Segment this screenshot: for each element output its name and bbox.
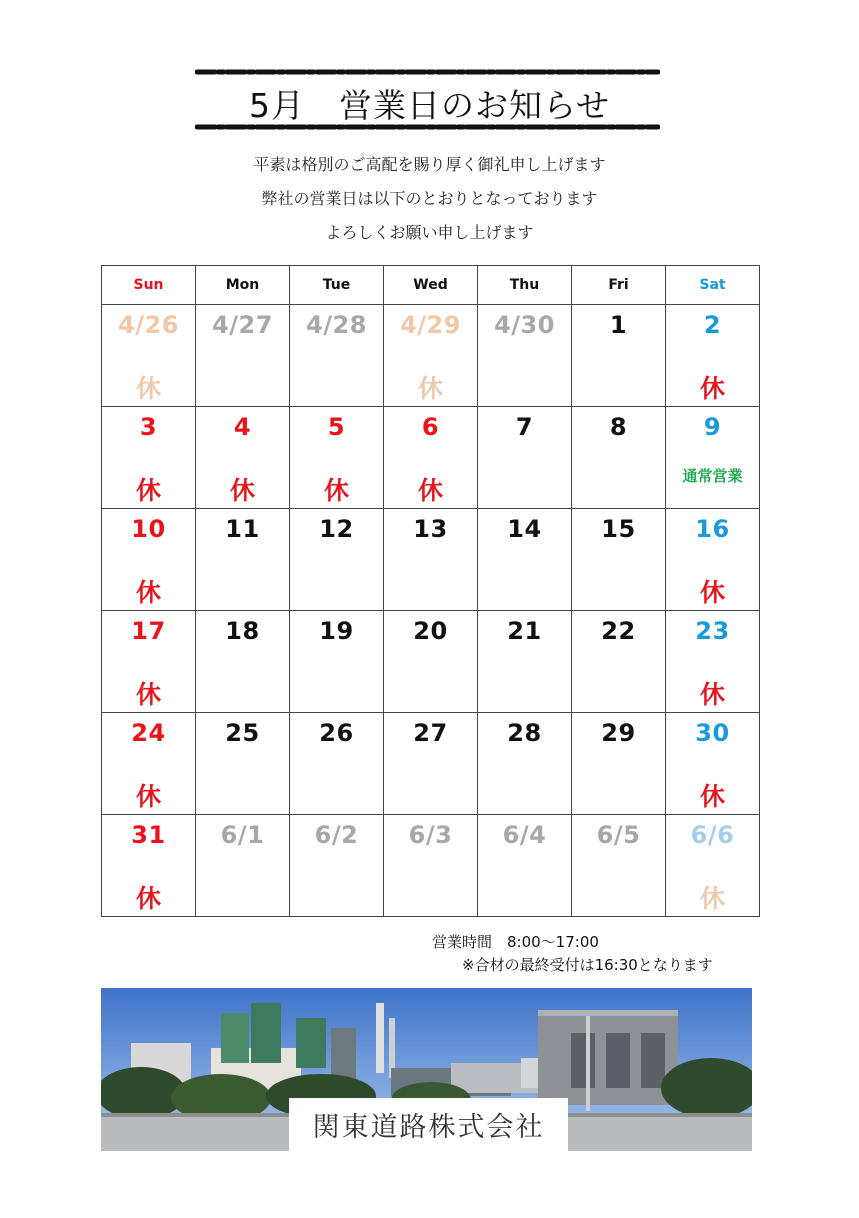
calendar-day-cell [384,713,478,815]
day-number: 27 [413,719,448,747]
calendar-week-row [102,305,760,407]
greeting-line-3: よろしくお願い申し上げます [325,223,534,242]
calendar-day-cell [196,305,290,407]
calendar-day-cell [290,815,384,917]
calendar-day-cell [478,611,572,713]
day-number: 2 [703,311,722,339]
calendar-day-cell [384,305,478,407]
calendar-day-cell [290,611,384,713]
weekday-header-wed: Wed [384,266,478,305]
calendar-day-cell [572,509,666,611]
holiday-mark: 休 [135,374,161,403]
calendar-day-cell [290,407,384,509]
holiday-mark: 休 [699,884,725,913]
calendar-day-cell [384,407,478,509]
holiday-mark: 休 [135,680,161,709]
calendar-week-row [102,509,760,611]
day-number: 9 [703,413,722,441]
day-number: 18 [225,617,260,645]
weekday-header-mon: Mon [196,266,290,305]
calendar-week-row [102,815,760,917]
holiday-mark: 休 [135,476,161,505]
calendar-day-cell [102,611,196,713]
day-number: 6/6 [690,821,735,849]
company-name: 関東道路株式会社 [289,1098,568,1151]
day-number: 6/2 [314,821,359,849]
weekday-header-fri: Fri [572,266,666,305]
calendar-day-cell [102,815,196,917]
calendar-day-cell [102,305,196,407]
holiday-mark: 休 [229,476,255,505]
calendar-day-cell [290,713,384,815]
calendar-week-row [102,713,760,815]
day-number: 4 [233,413,252,441]
calendar-day-cell [196,407,290,509]
holiday-mark: 休 [135,578,161,607]
day-number: 14 [507,515,542,543]
calendar-week-row [102,611,760,713]
calendar-day-cell [290,509,384,611]
calendar-day-cell [102,407,196,509]
day-number: 19 [319,617,354,645]
day-number: 28 [507,719,542,747]
day-number: 13 [413,515,448,543]
day-number: 5 [327,413,346,441]
calendar-day-cell [478,815,572,917]
greeting-line-1: 平素は格別のご高配を賜り厚く御礼申し上げます [253,155,606,174]
weekday-header-tue: Tue [290,266,384,305]
weekday-header-sun: Sun [102,266,196,305]
day-number: 6/3 [408,821,453,849]
day-number: 30 [695,719,730,747]
holiday-mark: 休 [699,680,725,709]
day-number: 26 [319,719,354,747]
day-number: 31 [131,821,166,849]
calendar-day-cell [102,713,196,815]
day-number: 23 [695,617,730,645]
calendar-day-cell [196,815,290,917]
calendar-day-cell [384,611,478,713]
calendar-day-cell [478,713,572,815]
day-number: 7 [515,413,534,441]
business-hours: 営業時間 8:00～17:00 [432,933,599,951]
calendar-day-cell [478,407,572,509]
calendar-day-cell [666,509,760,611]
day-number: 29 [601,719,636,747]
holiday-mark: 休 [417,374,443,403]
day-number: 4/30 [494,311,555,339]
calendar-week-row [102,407,760,509]
day-number: 20 [413,617,448,645]
calendar-day-cell [572,611,666,713]
calendar-day-cell [290,305,384,407]
last-order-note: ※合材の最終受付は16:30となります [462,956,713,974]
calendar-day-cell [102,509,196,611]
calendar-table [101,265,760,917]
day-number: 3 [139,413,158,441]
calendar-day-cell [384,509,478,611]
holiday-mark: 休 [417,476,443,505]
calendar-day-cell [572,305,666,407]
day-number: 6/4 [502,821,547,849]
calendar-day-cell [572,407,666,509]
holiday-mark: 休 [699,578,725,607]
calendar-day-cell [666,305,760,407]
holiday-mark: 休 [699,782,725,811]
day-number: 12 [319,515,354,543]
day-number: 6/5 [596,821,641,849]
day-number: 4/26 [118,311,179,339]
day-number: 24 [131,719,166,747]
calendar-body [102,305,760,917]
calendar-day-cell [572,713,666,815]
business-day-note: 通常営業 [682,467,743,485]
calendar-header-row [102,266,760,305]
holiday-mark: 休 [699,374,725,403]
calendar-day-cell [572,815,666,917]
day-number: 1 [609,311,628,339]
weekday-header-thu: Thu [478,266,572,305]
day-number: 25 [225,719,260,747]
calendar-day-cell [478,305,572,407]
day-number: 4/29 [400,311,461,339]
day-number: 4/28 [306,311,367,339]
calendar-day-cell [196,509,290,611]
holiday-mark: 休 [135,782,161,811]
calendar-day-cell [384,815,478,917]
day-number: 21 [507,617,542,645]
day-number: 10 [131,515,166,543]
day-number: 22 [601,617,636,645]
day-number: 11 [225,515,260,543]
day-number: 4/27 [212,311,273,339]
calendar-day-cell [666,713,760,815]
day-number: 8 [609,413,628,441]
calendar-day-cell [666,407,760,509]
weekday-header-sat: Sat [666,266,760,305]
calendar-day-cell [196,713,290,815]
day-number: 16 [695,515,730,543]
holiday-mark: 休 [323,476,349,505]
title-rule-bottom [195,123,660,131]
calendar-day-cell [196,611,290,713]
greeting-line-2: 弊社の営業日は以下のとおりとなっております [261,189,598,208]
day-number: 15 [601,515,636,543]
calendar-day-cell [478,509,572,611]
title-rule-top [195,68,660,76]
calendar-day-cell [666,815,760,917]
day-number: 6 [421,413,440,441]
page-title: 5月 営業日のお知らせ [248,86,610,125]
calendar-day-cell [666,611,760,713]
day-number: 17 [131,617,166,645]
holiday-mark: 休 [135,884,161,913]
day-number: 6/1 [220,821,265,849]
